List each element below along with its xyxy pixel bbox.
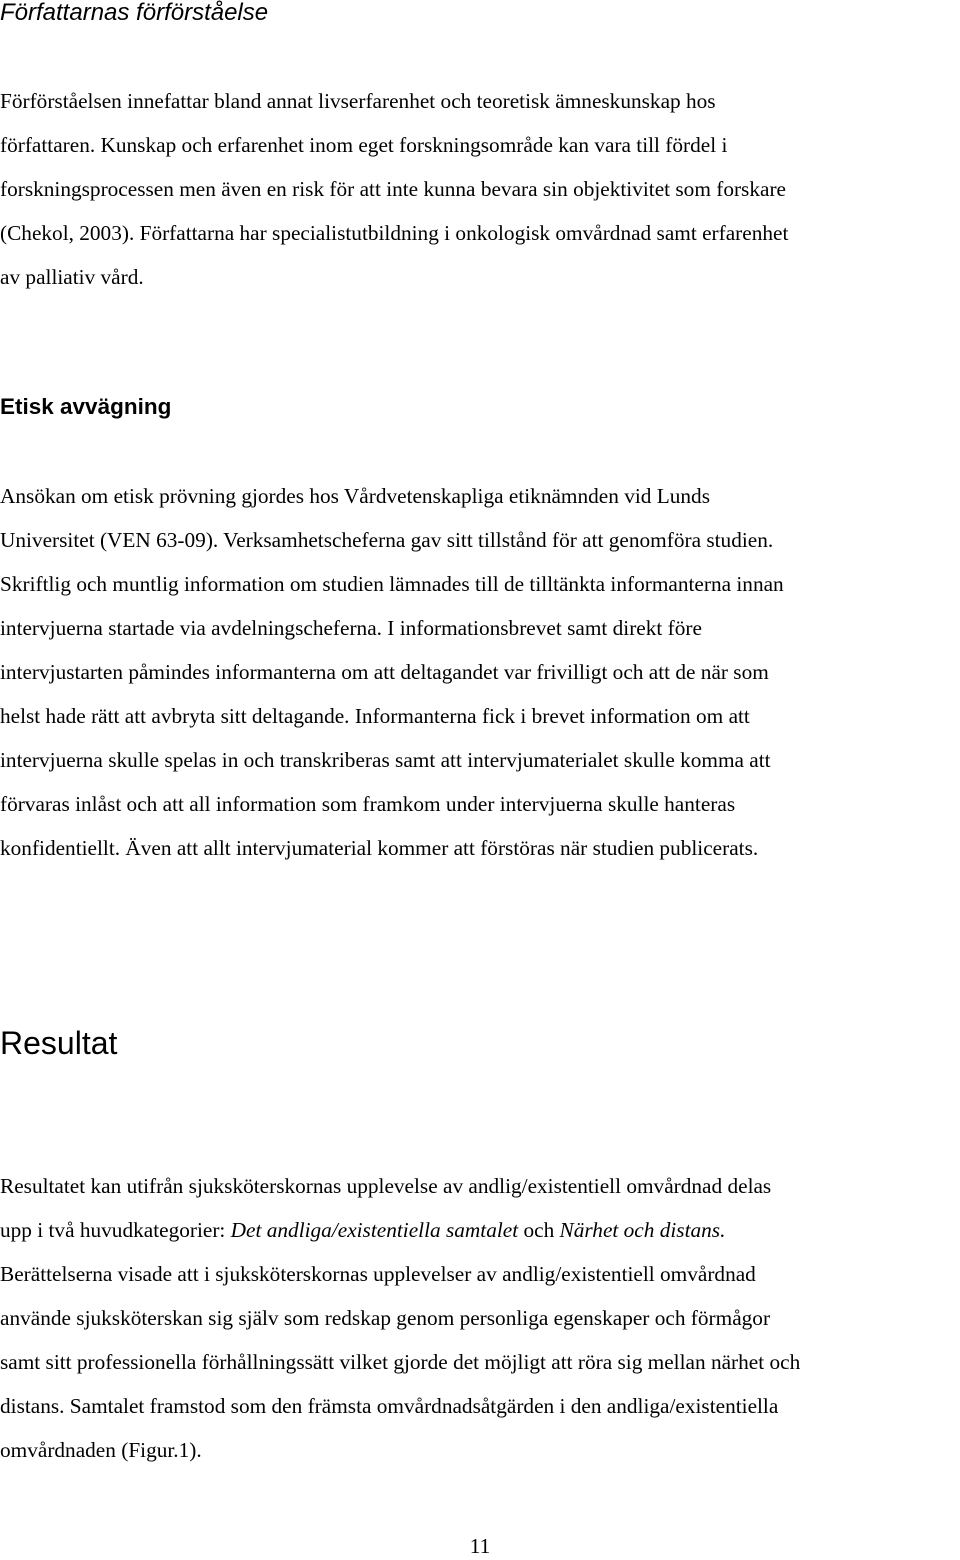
text-line: konfidentiellt. Även att allt intervjumaterial kommer att förstöras när studien publicerats. bbox=[0, 836, 759, 860]
text-fragment: upp i två huvudkategorier: bbox=[0, 1218, 231, 1242]
text-line: (Chekol, 2003). Författarna har specialistutbildning i onkologisk omvårdnad samt erfarenhet bbox=[0, 221, 789, 245]
text-line: Ansökan om etisk prövning gjordes hos Vårdvetenskapliga etiknämnden vid Lunds bbox=[0, 484, 710, 508]
text-line: helst hade rätt att avbryta sitt deltagande. Informanterna fick i brevet information om att bbox=[0, 704, 750, 728]
text-line: Resultatet kan utifrån sjuksköterskornas upplevelse av andlig/existentiell omvårdnad delas bbox=[0, 1174, 772, 1198]
text-line: Berättelserna visade att i sjuksköterskornas upplevelser av andlig/existentiell omvårdnad bbox=[0, 1262, 756, 1286]
text-fragment: och bbox=[518, 1218, 560, 1242]
text-line: Universitet (VEN 63-09). Verksamhetscheferna gav sitt tillstånd för att genomföra studien. bbox=[0, 528, 774, 552]
section-heading-resultat: Resultat bbox=[0, 1025, 118, 1061]
paragraph-resultat bbox=[0, 1164, 960, 1472]
text-line: Förförståelsen innefattar bland annat livserfarenhet och teoretisk ämneskunskap hos bbox=[0, 89, 716, 113]
text-line: intervjuerna skulle spelas in och transkriberas samt att intervjumaterialet skulle komma att bbox=[0, 748, 771, 772]
text-line: förvaras inlåst och att all information som framkom under intervjuerna skulle hanteras bbox=[0, 792, 736, 816]
category-label: Det andliga/existentiella samtalet bbox=[230, 1218, 519, 1242]
text-line: använde sjuksköterskan sig själv som redskap genom personliga egenskaper och förmågor bbox=[0, 1306, 771, 1330]
text-line: Skriftlig och muntlig information om studien lämnades till de tilltänkta informanterna innan bbox=[0, 572, 784, 596]
paragraph-forforstaelse bbox=[0, 79, 960, 299]
section-heading-forforstaelse: Författarnas förförståelse bbox=[0, 0, 269, 26]
text-line: författaren. Kunskap och erfarenhet inom eget forskningsområde kan vara till fördel i bbox=[0, 133, 728, 157]
text-line: intervjustarten påmindes informanterna om att deltagandet var frivilligt och att de när som bbox=[0, 660, 769, 684]
text-line-categories bbox=[0, 1208, 960, 1252]
text-line: av palliativ vård. bbox=[0, 265, 144, 289]
text-line: forskningsprocessen men även en risk för att inte kunna bevara sin objektivitet som forskare bbox=[0, 177, 786, 201]
text-line: samt sitt professionella förhållningssätt vilket gjorde det möjligt att röra sig mellan närhet och bbox=[0, 1350, 801, 1374]
paragraph-etisk-avvagning bbox=[0, 474, 960, 870]
text-line: distans. Samtalet framstod som den främsta omvårdnadsåtgärden i den andliga/existentiella bbox=[0, 1394, 779, 1418]
text-line: omvårdnaden (Figur.1). bbox=[0, 1438, 202, 1462]
text-line: intervjuerna startade via avdelningscheferna. I informationsbrevet samt direkt före bbox=[0, 616, 702, 640]
page-number: 11 bbox=[469, 1534, 491, 1558]
section-heading-etisk-avvagning: Etisk avvägning bbox=[0, 394, 172, 419]
category-label: Närhet och distans. bbox=[559, 1218, 726, 1242]
